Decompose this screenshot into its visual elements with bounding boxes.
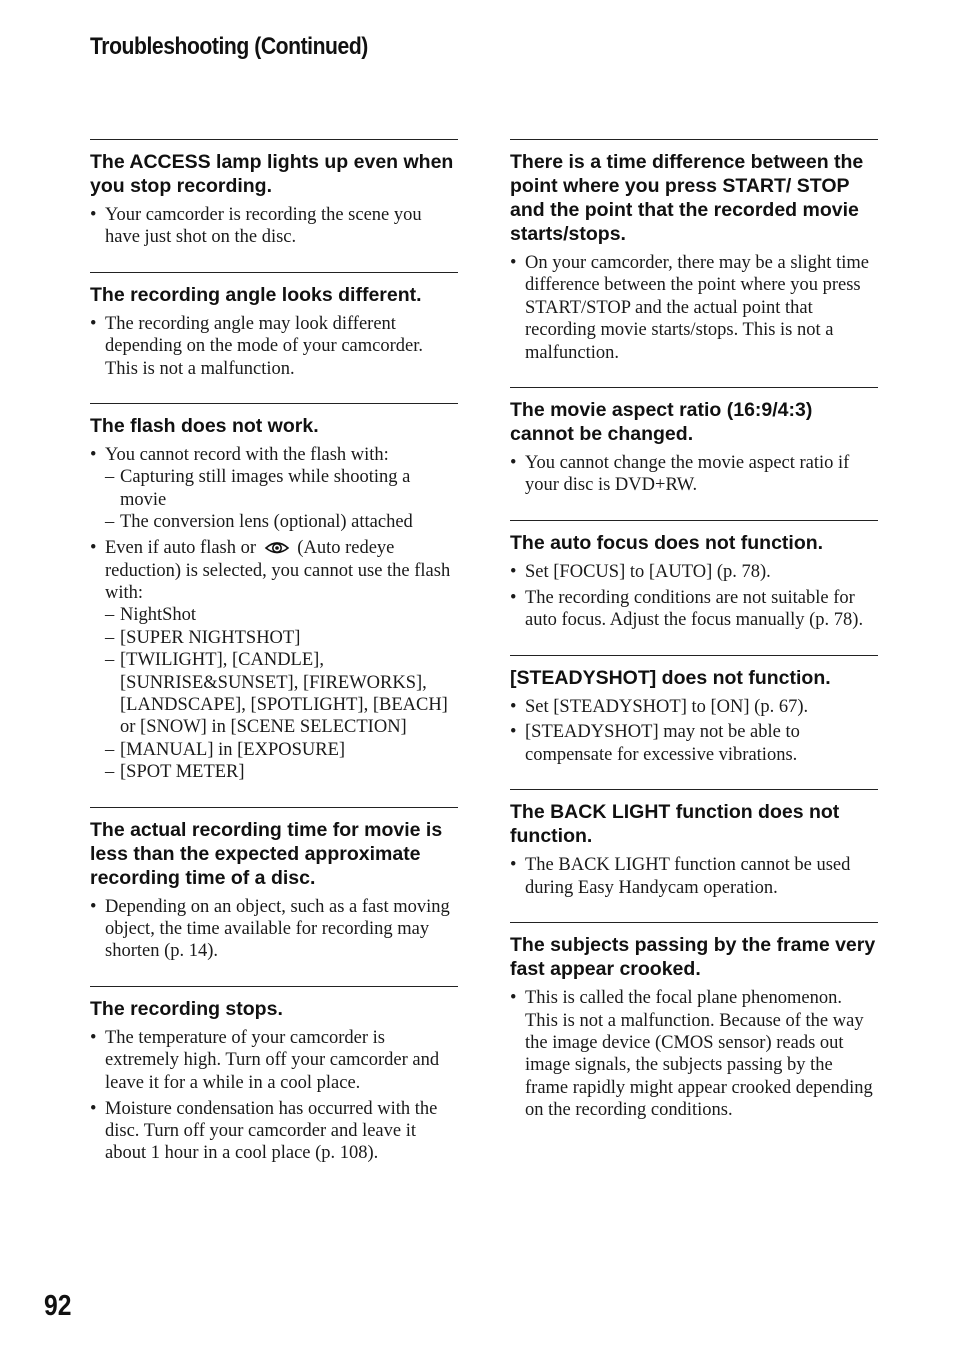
sub-item-text: Capturing still images while shooting a movie <box>120 467 411 510</box>
bullet-item <box>510 987 878 1121</box>
left-column <box>90 139 458 1188</box>
bullet-icon: • <box>510 587 517 608</box>
dash-icon: – <box>105 627 115 648</box>
bullet-item <box>510 854 878 899</box>
sub-item <box>105 604 458 626</box>
sub-item-text: [SUPER NIGHTSHOT] <box>120 627 301 648</box>
bullet-text: You cannot record with the flash with: <box>105 445 389 466</box>
troubleshooting-section <box>90 807 458 963</box>
dash-icon: – <box>105 467 115 488</box>
bullet-text <box>105 537 458 604</box>
sub-item <box>105 649 458 739</box>
bullet-text: This is called the focal plane phenomenon. This is not a malfunction. Because of the way the image device (CMOS sensor) reads out image signals, the subjects passing by the frame rapidly might appear crooked depending on the recording conditions. <box>525 988 873 1121</box>
bullet-text: Your camcorder is recording the scene you have just shot on the disc. <box>105 205 422 248</box>
bullet-icon: • <box>90 896 97 917</box>
section-title: The recording stops. <box>90 997 283 1020</box>
sub-item <box>105 627 458 649</box>
bullet-text: On your camcorder, there may be a slight time difference between the point where you press START/STOP and the actual point that recording movie starts/stops. This is not a malfunction. <box>525 253 869 363</box>
bullet-icon: • <box>510 253 517 273</box>
troubleshooting-section <box>90 986 458 1165</box>
bullet-text: The temperature of your camcorder is extremely high. Turn off your camcorder and leave it for a while in a cool place. <box>105 1027 440 1093</box>
bullet-item <box>90 444 458 534</box>
bullet-icon: • <box>510 453 517 474</box>
bullet-item <box>90 537 458 783</box>
bullet-icon: • <box>90 1098 97 1119</box>
bullet-text: The recording conditions are not suitable for auto focus. Adjust the focus manually (p. 78). <box>525 587 864 631</box>
bullet-text: Set [FOCUS] to [AUTO] (p. 78). <box>525 561 771 582</box>
bullet-icon: • <box>510 855 517 876</box>
bullet-text-after: (Auto redeye reduction) is selected, you cannot use the flash with: <box>105 538 451 603</box>
bullet-item <box>510 561 878 583</box>
section-title: The actual recording time for movie is less than the expected approximate recording time of a disc. <box>90 818 443 889</box>
bullet-item <box>90 1027 458 1094</box>
page-title: Troubleshooting (Continued) <box>90 33 368 60</box>
sub-item-text: [SPOT METER] <box>120 762 245 783</box>
sub-item <box>105 739 458 761</box>
bullet-item <box>90 896 458 963</box>
section-title: There is a time difference between the point where you press START/ STOP and the point that the recorded movie starts/stops. <box>510 151 864 245</box>
page-number: 92 <box>44 1290 72 1322</box>
section-title: The ACCESS lamp lights up even when you stop recording. <box>90 151 454 197</box>
troubleshooting-section <box>510 139 878 364</box>
troubleshooting-section <box>510 387 878 497</box>
bullet-icon: • <box>90 445 97 466</box>
bullet-icon: • <box>510 561 517 582</box>
troubleshooting-section <box>510 655 878 767</box>
bullet-text: Depending on an object, such as a fast moving object, the time available for recording may shorten (p. 14). <box>105 896 450 962</box>
sub-item-text: NightShot <box>120 605 197 626</box>
section-title: The recording angle looks different. <box>90 283 422 306</box>
section-title: The flash does not work. <box>90 415 319 438</box>
bullet-item <box>90 204 458 249</box>
dash-icon: – <box>105 605 115 626</box>
sub-item <box>105 466 458 511</box>
right-column <box>510 139 878 1145</box>
bullet-text: Moisture condensation has occurred with the disc. Turn off your camcorder and leave it about 1 hour in a cool place (p. 108). <box>105 1098 438 1164</box>
bullet-icon: • <box>90 205 97 225</box>
bullet-icon: • <box>90 538 97 559</box>
dash-icon: – <box>105 739 115 760</box>
sub-item-text: [TWILIGHT], [CANDLE], [SUNRISE&SUNSET], [FIREWORKS], [LANDSCAPE], [SPOTLIGHT], [BEACH] or [SNOW] in [SCENE SELECTION] <box>120 650 448 738</box>
bullet-item <box>510 587 878 632</box>
troubleshooting-section <box>90 139 458 249</box>
bullet-text: The recording angle may look different depending on the mode of your camcorder. This is not a malfunction. <box>105 313 423 379</box>
bullet-icon: • <box>510 696 517 717</box>
troubleshooting-section <box>510 789 878 899</box>
dash-icon: – <box>105 512 115 533</box>
bullet-text-before: Even if auto flash or <box>105 538 257 559</box>
dash-icon: – <box>105 762 115 783</box>
sub-item-text: The conversion lens (optional) attached <box>120 512 413 533</box>
bullet-icon: • <box>90 1027 97 1048</box>
troubleshooting-section <box>90 272 458 380</box>
troubleshooting-section <box>510 922 878 1121</box>
troubleshooting-section <box>510 520 878 632</box>
bullet-item <box>510 721 878 766</box>
bullet-text: [STEADYSHOT] may not be able to compensate for excessive vibrations. <box>525 722 800 765</box>
bullet-item <box>510 452 878 497</box>
bullet-item <box>90 313 458 380</box>
bullet-icon: • <box>510 722 517 743</box>
bullet-text: Set [STEADYSHOT] to [ON] (p. 67). <box>525 696 809 717</box>
section-title: The movie aspect ratio (16:9/4:3) cannot be changed. <box>510 399 813 446</box>
bullet-item <box>90 1098 458 1165</box>
section-title: The auto focus does not function. <box>510 531 824 554</box>
bullet-text: The BACK LIGHT function cannot be used during Easy Handycam operation. <box>525 855 851 898</box>
bullet-item <box>510 252 878 364</box>
section-title: [STEADYSHOT] does not function. <box>510 666 831 689</box>
section-title: The subjects passing by the frame very fast appear crooked. <box>510 934 876 981</box>
bullet-text: You cannot change the movie aspect ratio if your disc is DVD+RW. <box>525 453 850 496</box>
dash-icon: – <box>105 650 115 671</box>
troubleshooting-section <box>90 403 458 784</box>
sub-item-text: [MANUAL] in [EXPOSURE] <box>120 739 346 760</box>
bullet-icon: • <box>90 313 97 334</box>
sub-item <box>105 761 458 783</box>
redeye-icon <box>264 538 290 556</box>
bullet-icon: • <box>510 988 517 1009</box>
section-title: The BACK LIGHT function does not function. <box>510 801 840 848</box>
sub-item <box>105 511 458 533</box>
bullet-item <box>510 696 878 718</box>
